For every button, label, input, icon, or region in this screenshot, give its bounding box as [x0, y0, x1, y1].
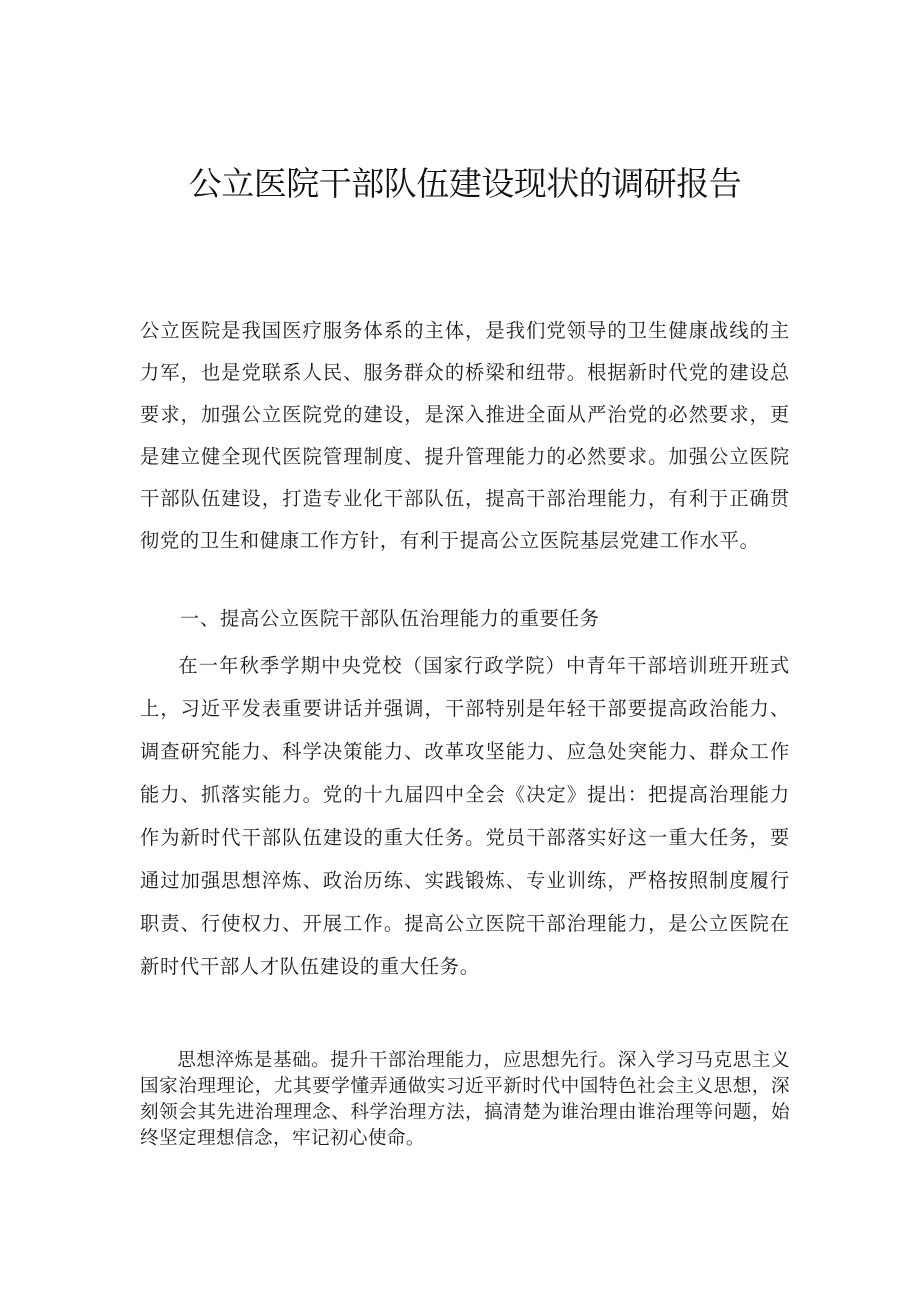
section-heading-1: 一、提高公立医院干部队伍治理能力的重要任务	[180, 607, 600, 630]
section-1-paragraph: 在一年秋季学期中央党校（国家行政学院）中青年干部培训班开班式上，习近平发表重要讲话并强调，干部特别是年轻干部要提高政治能力、调查研究能力、科学决策能力、改革攻坚能力、应急处突能力、群众工作能力、抓落实能力。党的十九届四中全会《决定》提出：把提高治理能力作为新时代干部队伍建设的重大任务。党员干部落实好这一重大任务，要通过加强思想淬炼、政治历练、实践锻炼、专业训练，严格按照制度履行职责、行使权力、开展工作。提高公立医院干部治理能力，是公立医院在新时代干部人才队伍建设的重大任务。	[140, 654, 790, 978]
intro-paragraph: 公立医院是我国医疗服务体系的主体，是我们党领导的卫生健康战线的主力军，也是党联系人民、服务群众的桥梁和纽带。根据新时代党的建设总要求，加强公立医院党的建设，是深入推进全面从严治党的必然要求，更是建立健全现代医院管理制度、提升管理能力的必然要求。加强公立医院干部队伍建设，打造专业化干部队伍，提高干部治理能力，有利于正确贯彻党的卫生和健康工作方针，有利于提高公立医院基层党建工作水平。	[140, 319, 790, 552]
thought-tempering-paragraph: 思想淬炼是基础。提升干部治理能力，应思想先行。深入学习马克思主义国家治理理论，尤其要学懂弄通做实习近平新时代中国特色社会主义思想，深刻领会其先进治理理念、科学治理方法，搞清楚为谁治理由谁治理等问题，始终坚定理想信念，牢记初心使命。	[140, 1050, 790, 1149]
document-title: 公立医院干部队伍建设现状的调研报告	[188, 164, 742, 203]
